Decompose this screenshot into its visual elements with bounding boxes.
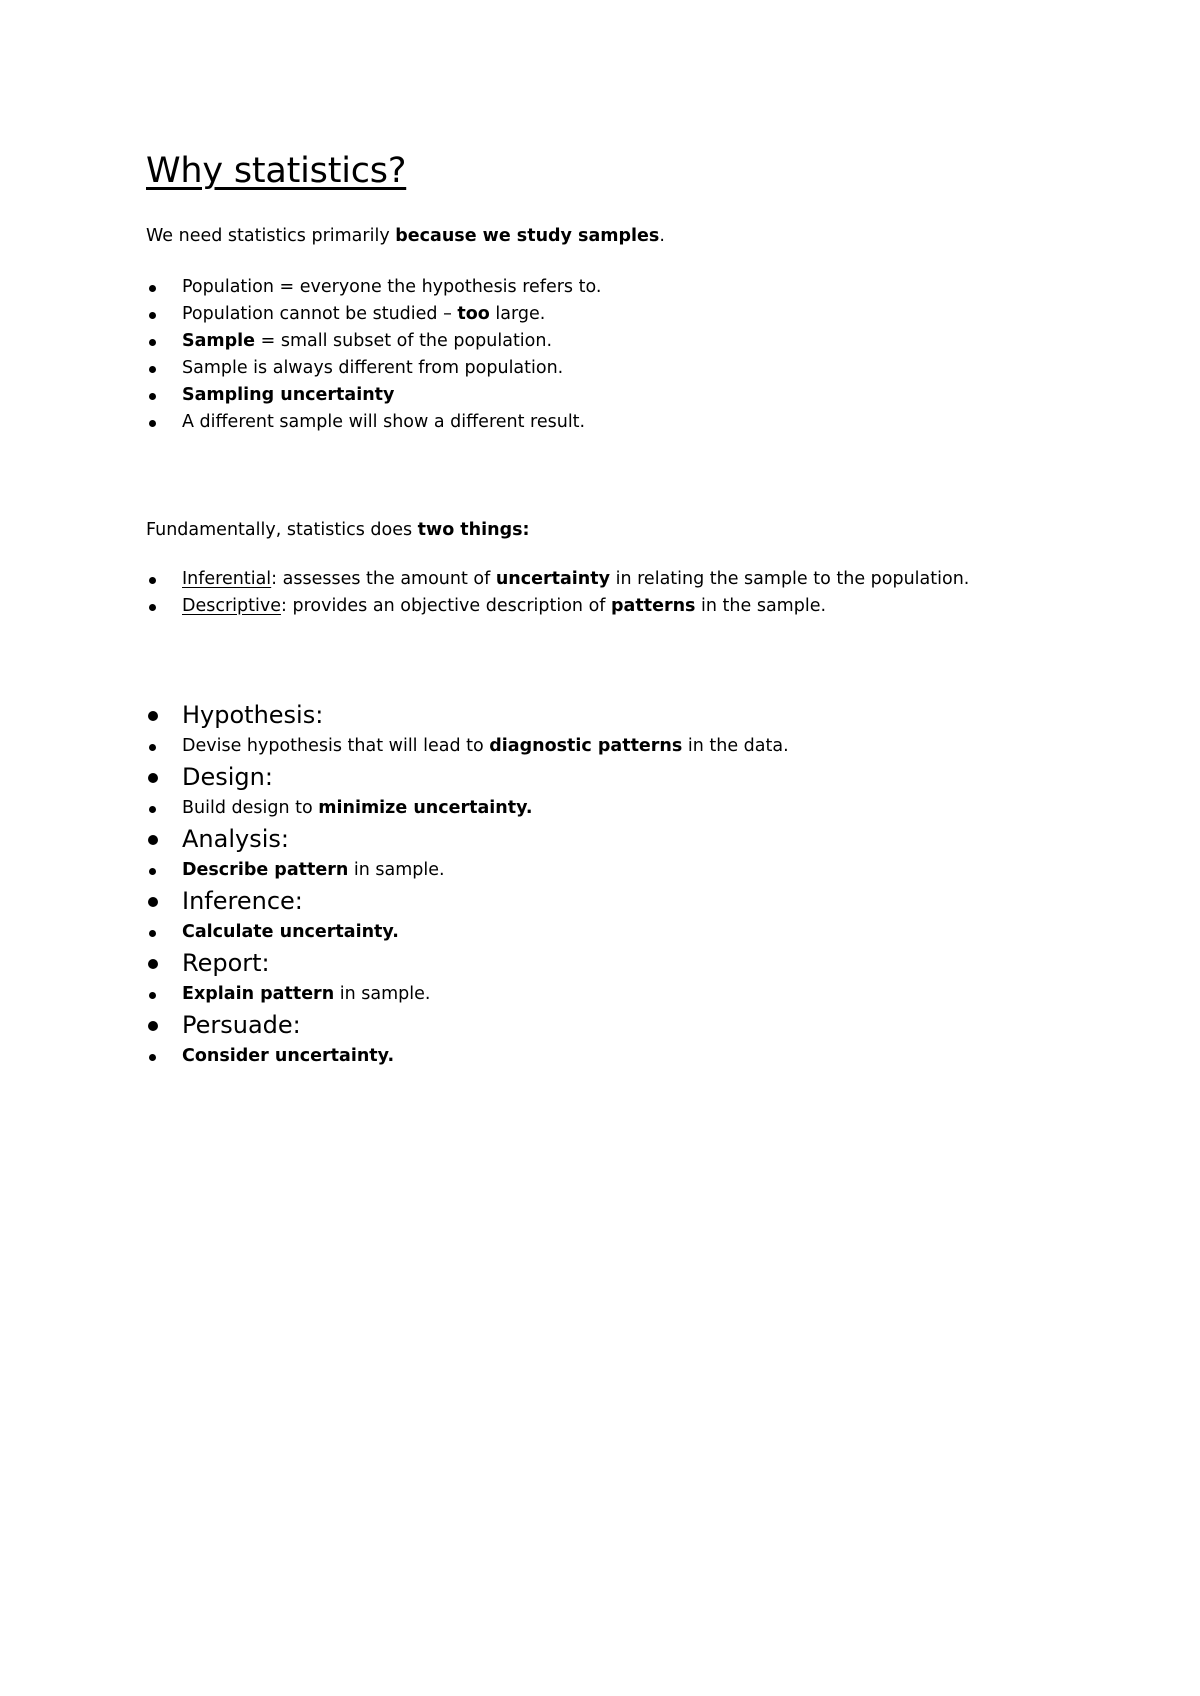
- bullet-icon: [149, 339, 156, 346]
- step-detail: [146, 733, 789, 760]
- step-heading-text: Analysis:: [182, 825, 289, 853]
- step-detail-text: in the data.: [682, 736, 789, 756]
- fundamentally-text: Fundamentally, statistics does: [146, 520, 418, 540]
- bullet-icon: [148, 1021, 158, 1031]
- step-heading: [146, 1008, 789, 1043]
- bullet-icon: [149, 577, 156, 584]
- step-detail-bold: Describe pattern: [182, 860, 349, 880]
- step-heading-text: Inference:: [182, 887, 303, 915]
- list-item-term: Descriptive: [182, 596, 281, 616]
- fundamentally-paragraph: [146, 518, 530, 542]
- list-item: [146, 566, 969, 593]
- step-heading-text: Hypothesis:: [182, 701, 324, 729]
- list-item-term: Inferential: [182, 569, 272, 589]
- fundamentally-bold: two things:: [417, 520, 530, 540]
- bullet-icon: [149, 604, 156, 611]
- list-item-text: = small subset of the population.: [255, 331, 553, 351]
- bullet-icon: [148, 897, 158, 907]
- bullet-icon: [149, 312, 156, 319]
- step-detail: [146, 981, 789, 1008]
- intro-paragraph: [146, 224, 665, 248]
- bullet-icon: [149, 806, 156, 813]
- sampling-list: [146, 274, 601, 436]
- bullet-icon: [148, 835, 158, 845]
- bullet-icon: [149, 744, 156, 751]
- bullet-icon: [149, 393, 156, 400]
- step-detail-bold: minimize uncertainty.: [318, 798, 533, 818]
- bullet-icon: [148, 959, 158, 969]
- step-detail: [146, 795, 789, 822]
- bullet-icon: [149, 366, 156, 373]
- list-item-text: : provides an objective description of: [281, 596, 612, 616]
- step-detail-bold: Calculate uncertainty.: [182, 922, 399, 942]
- list-item-text: : assesses the amount of: [271, 569, 496, 589]
- list-item: [146, 274, 601, 301]
- list-item-text: A different sample will show a different result.: [182, 412, 586, 432]
- step-heading-text: Design:: [182, 763, 273, 791]
- step-heading: [146, 698, 789, 733]
- bullet-icon: [149, 420, 156, 427]
- list-item-text: Sample is always different from population.: [182, 358, 564, 378]
- step-detail: [146, 1043, 789, 1070]
- step-heading-text: Persuade:: [182, 1011, 301, 1039]
- list-item: [146, 382, 601, 409]
- intro-bold: because we study samples: [395, 226, 660, 246]
- intro-text: We need statistics primarily: [146, 226, 396, 246]
- bullet-icon: [149, 285, 156, 292]
- list-item: [146, 355, 601, 382]
- step-detail: [146, 857, 789, 884]
- list-item-bold: Sample: [182, 331, 256, 351]
- step-detail-text: in sample.: [348, 860, 445, 880]
- step-detail-bold: diagnostic patterns: [489, 736, 683, 756]
- list-item-bold: too: [457, 304, 490, 324]
- step-detail-text: Build design to: [182, 798, 319, 818]
- step-heading: [146, 760, 789, 795]
- list-item-text: in the sample.: [695, 596, 827, 616]
- bullet-icon: [149, 868, 156, 875]
- list-item-text: Population cannot be studied –: [182, 304, 458, 324]
- list-item-bold: Sampling uncertainty: [182, 385, 395, 405]
- steps-list: [146, 698, 789, 1070]
- bullet-icon: [149, 1054, 156, 1061]
- list-item: [146, 409, 601, 436]
- step-heading-text: Report:: [182, 949, 270, 977]
- bullet-icon: [148, 711, 158, 721]
- step-detail-text: in sample.: [334, 984, 431, 1004]
- step-heading: [146, 822, 789, 857]
- list-item-text: in relating the sample to the population.: [610, 569, 970, 589]
- step-heading: [146, 946, 789, 981]
- list-item-text: large.: [489, 304, 546, 324]
- step-heading: [146, 884, 789, 919]
- list-item-text: Population = everyone the hypothesis refers to.: [182, 277, 602, 297]
- list-item: [146, 301, 601, 328]
- step-detail-text: Devise hypothesis that will lead to: [182, 736, 490, 756]
- bullet-icon: [148, 773, 158, 783]
- functions-list: [146, 566, 969, 620]
- page-title: Why statistics?: [146, 151, 407, 191]
- step-detail-bold: Explain pattern: [182, 984, 335, 1004]
- list-item: [146, 328, 601, 355]
- list-item-bold: patterns: [611, 596, 696, 616]
- step-detail: [146, 919, 789, 946]
- step-detail-bold: Consider uncertainty.: [182, 1046, 395, 1066]
- bullet-icon: [149, 992, 156, 999]
- bullet-icon: [149, 930, 156, 937]
- intro-period: .: [659, 226, 665, 246]
- list-item: [146, 593, 969, 620]
- list-item-bold: uncertainty: [495, 569, 611, 589]
